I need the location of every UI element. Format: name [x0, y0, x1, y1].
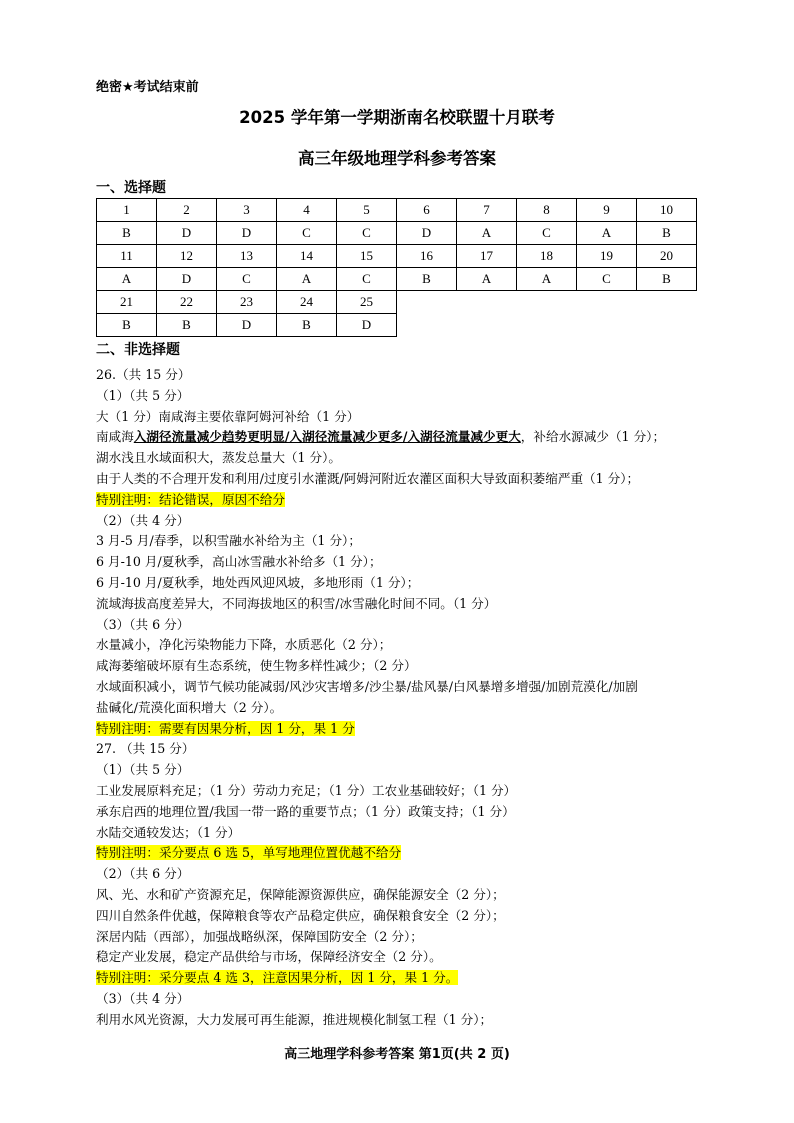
question-number-cell: 14 — [277, 245, 337, 268]
question-number-cell: 3 — [217, 199, 277, 222]
question-number-cell: 1 — [97, 199, 157, 222]
q26-line: 水域面积减小，调节气候功能减弱/风沙灾害增多/沙尘暴/盐风暴/白风暴增多增强/加剧荒漠化/加剧 — [96, 678, 638, 694]
empty-cell — [637, 291, 697, 314]
answer-table — [96, 198, 697, 337]
q26-line: 咸海萎缩破坏原有生态系统，使生物多样性减少；（2 分） — [96, 658, 417, 674]
question-number-cell: 17 — [457, 245, 517, 268]
page-footer: 高三地理学科参考答案 第1页(共 2 页) — [284, 1047, 510, 1062]
answer-cell: C — [337, 222, 397, 245]
answer-cell: B — [97, 222, 157, 245]
question-number-cell: 6 — [397, 199, 457, 222]
q26-title: 26.（共 15 分） — [96, 367, 191, 382]
q27-title: 27. （共 15 分） — [96, 741, 195, 757]
q27-line: 承东启西的地理位置/我国一带一路的重要节点；（1 分）政策支持；（1 分） — [96, 803, 515, 819]
question-number-cell: 21 — [97, 291, 157, 314]
highlighted-note: 特别注明：需要有因果分析，因 1 分，果 1 分 — [96, 720, 355, 736]
question-number-cell: 5 — [337, 199, 397, 222]
answer-row — [97, 268, 697, 291]
answer-cell: C — [577, 268, 637, 291]
answer-cell: A — [457, 222, 517, 245]
answer-cell: D — [217, 222, 277, 245]
question-number-cell: 8 — [517, 199, 577, 222]
q27-line: 风、光、水和矿产资源充足，保障能源资源供应，确保能源安全（2 分）； — [96, 886, 505, 902]
q27-part2-label: （2）（共 6 分） — [96, 866, 190, 882]
question-number-cell: 22 — [157, 291, 217, 314]
question-number-cell: 23 — [217, 291, 277, 314]
q27-line: 稳定产业发展，稳定产品供给与市场，保障经济安全（2 分）。 — [96, 949, 442, 965]
underlined-key-point: 入湖径流量减少趋势更明显/入湖径流量减少更多/入湖径流量减少更大 — [133, 429, 521, 445]
q26-line: 由于人类的不合理开发和利用/过度引水灌溉/阿姆河附近农灌区面积大导致面积萎缩严重（1 分）； — [96, 470, 640, 486]
answer-cell: B — [637, 268, 697, 291]
empty-cell — [577, 314, 637, 337]
answer-cell: D — [157, 268, 217, 291]
question-number-cell: 16 — [397, 245, 457, 268]
q26-part2-label: （2）（共 4 分） — [96, 512, 190, 528]
q26-line: 流域海拔高度差异大，不同海拔地区的积雪/冰雪融化时间不同。（1 分） — [96, 595, 497, 611]
q26-part1-label: （1）（共 5 分） — [96, 387, 190, 403]
section-heading-nonchoice: 二、非选择题 — [96, 342, 180, 358]
q27-line: 深居内陆（西部），加强战略纵深，保障国防安全（2 分）； — [96, 928, 423, 944]
question-number-cell: 18 — [517, 245, 577, 268]
q26-line: 6 月-10 月/夏秋季，地处西风迎风坡，多地形雨（1 分）； — [96, 574, 420, 590]
empty-cell — [457, 314, 517, 337]
answer-cell: D — [337, 314, 397, 337]
section-heading-choice: 一、选择题 — [96, 180, 166, 196]
q26-note — [96, 719, 716, 740]
answer-cell: B — [637, 222, 697, 245]
question-number-row — [97, 199, 697, 222]
q26-line: 湖水浅且水域面积大，蒸发总量大（1 分）。 — [96, 450, 341, 466]
q26-note — [96, 490, 716, 511]
question-number-row — [97, 291, 697, 314]
q27-part3-label: （3）（共 4 分） — [96, 990, 190, 1006]
q27-line: 利用水风光资源，大力发展可再生能源，推进规模化制氢工程（1 分）； — [96, 1011, 493, 1027]
answer-cell: C — [517, 222, 577, 245]
question-number-cell: 20 — [637, 245, 697, 268]
question-number-cell: 10 — [637, 199, 697, 222]
question-number-cell: 2 — [157, 199, 217, 222]
answer-cell: A — [577, 222, 637, 245]
question-number-cell: 25 — [337, 291, 397, 314]
answer-row — [97, 314, 697, 337]
answer-cell: A — [97, 268, 157, 291]
q26-part3-label: （3）（共 6 分） — [96, 616, 190, 632]
q27-part1-label: （1）（共 5 分） — [96, 762, 190, 778]
q27-note — [96, 843, 716, 864]
question-number-cell: 15 — [337, 245, 397, 268]
q26-line: 水量减小，净化污染物能力下降，水质恶化（2 分）； — [96, 637, 392, 653]
question-number-row — [97, 245, 697, 268]
answer-cell: B — [277, 314, 337, 337]
highlighted-note: 特别注明：采分要点 4 选 3，注意因果分析，因 1 分，果 1 分。 — [96, 970, 459, 986]
q26-line-underlined — [96, 427, 716, 448]
question-number-cell: 12 — [157, 245, 217, 268]
exam-title: 2025 学年第一学期浙南名校联盟十月联考 — [239, 108, 555, 127]
empty-cell — [397, 291, 457, 314]
answer-cell: B — [397, 268, 457, 291]
q26-line: 盐碱化/荒漠化面积增大（2 分）。 — [96, 699, 283, 715]
question-number-cell: 19 — [577, 245, 637, 268]
q27-line: 水陆交通较发达；（1 分） — [96, 824, 241, 840]
confidential-label: 绝密★考试结束前 — [96, 80, 199, 95]
empty-cell — [517, 291, 577, 314]
question-number-cell: 24 — [277, 291, 337, 314]
answer-cell: C — [277, 222, 337, 245]
answer-cell: A — [457, 268, 517, 291]
answer-cell: D — [157, 222, 217, 245]
empty-cell — [457, 291, 517, 314]
empty-cell — [637, 314, 697, 337]
answer-cell: C — [337, 268, 397, 291]
question-number-cell: 11 — [97, 245, 157, 268]
q27-line: 工业发展原料充足；（1 分）劳动力充足；（1 分）工农业基础较好；（1 分） — [96, 782, 517, 798]
text-segment: 南咸海 — [96, 429, 134, 445]
exam-subtitle: 高三年级地理学科参考答案 — [298, 149, 496, 168]
question-number-cell: 9 — [577, 199, 637, 222]
text-segment: ，补给水源减少（1 分）； — [520, 429, 666, 445]
q26-line: 3 月-5 月/春季，以积雪融水补给为主（1 分）； — [96, 533, 361, 549]
q27-note — [96, 968, 716, 989]
answer-cell: B — [97, 314, 157, 337]
q26-line: 6 月-10 月/夏秋季，高山冰雪融水补给多（1 分）； — [96, 554, 382, 570]
q27-line: 四川自然条件优越，保障粮食等农产品稳定供应，确保粮食安全（2 分）； — [96, 907, 505, 923]
answer-cell: A — [517, 268, 577, 291]
answer-body — [96, 365, 716, 1031]
answer-cell: C — [217, 268, 277, 291]
highlighted-note: 特别注明：结论错误，原因不给分 — [96, 491, 285, 507]
q26-line: 大（1 分）南咸海主要依靠阿姆河补给（1 分） — [96, 408, 360, 424]
empty-cell — [517, 314, 577, 337]
answer-cell: B — [157, 314, 217, 337]
question-number-cell: 13 — [217, 245, 277, 268]
question-number-cell: 7 — [457, 199, 517, 222]
highlighted-note: 特别注明：采分要点 6 选 5，单写地理位置优越不给分 — [96, 845, 402, 861]
empty-cell — [577, 291, 637, 314]
question-number-cell: 4 — [277, 199, 337, 222]
answer-cell: D — [217, 314, 277, 337]
answer-cell: D — [397, 222, 457, 245]
answer-row — [97, 222, 697, 245]
answer-cell: A — [277, 268, 337, 291]
empty-cell — [397, 314, 457, 337]
